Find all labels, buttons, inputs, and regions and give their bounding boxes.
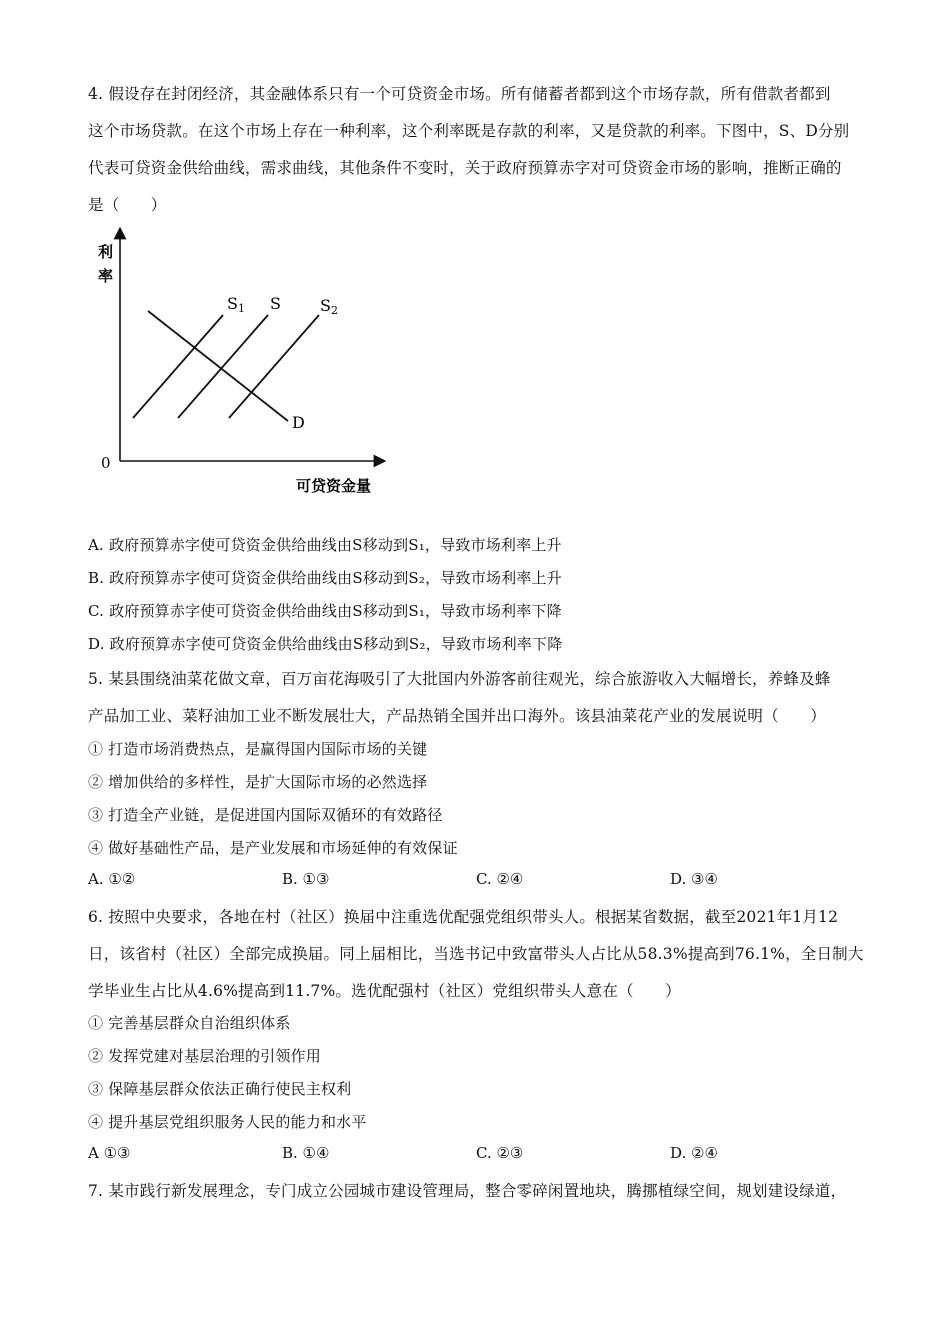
q4-line-3: 代表可贷资金供给曲线，需求曲线，其他条件不变时，关于政府预算赤字对可贷资金市场的影响，推断正确的 <box>88 159 842 177</box>
supply-curve-s2 <box>229 315 319 418</box>
q5-item-1: ① 打造市场消费热点，是赢得国内国际市场的关键 <box>88 740 428 758</box>
q4-option-b: B. 政府预算赤字使可贷资金供给曲线由S移动到S₂，导致市场利率上升 <box>88 569 562 587</box>
s-label: S <box>270 294 281 313</box>
q4-line-2: 这个市场贷款。在这个市场上存在一种利率，这个利率既是存款的利率，又是贷款的利率。下图中，S、D分别 <box>88 122 850 140</box>
q6-line-1: 6. 按照中央要求，各地在村（社区）换届中注重选优配强党组织带头人。根据某省数据，截至2021年1月12 <box>88 908 839 926</box>
supply-curve-s <box>178 315 268 418</box>
q5-choice-a: A. ①② <box>88 870 136 888</box>
q5-choice-d: D. ③④ <box>670 870 718 888</box>
s2-label: S2 <box>320 296 338 317</box>
origin-label: 0 <box>101 454 111 472</box>
q6-choice-b: B. ①④ <box>282 1144 330 1162</box>
q4-option-a: A. 政府预算赤字使可贷资金供给曲线由S移动到S₁，导致市场利率上升 <box>88 536 562 554</box>
q6-line-3: 学毕业生占比从4.6%提高到11.7%。选优配强村（社区）党组织带头人意在（ ） <box>88 982 681 1000</box>
q6-choice-a: A ①③ <box>88 1144 131 1162</box>
q6-item-2: ② 发挥党建对基层治理的引领作用 <box>88 1047 321 1065</box>
q6-item-4: ④ 提升基层党组织服务人民的能力和水平 <box>88 1113 367 1131</box>
x-axis-label: 可贷资金量 <box>296 477 372 495</box>
q5-line-2: 产品加工业、菜籽油加工业不断发展壮大，产品热销全国并出口海外。该县油菜花产业的发展说明（ ） <box>88 707 826 725</box>
q4-line-1: 4. 假设存在封闭经济，其金融体系只有一个可贷资金市场。所有储蓄者都到这个市场存款，所有借款者都到 <box>88 85 831 103</box>
q4-option-d: D. 政府预算赤字使可贷资金供给曲线由S移动到S₂，导致市场利率下降 <box>88 635 563 653</box>
q4-line-4: 是（ ） <box>88 196 167 214</box>
s1-label: S1 <box>227 294 245 315</box>
q5-item-2: ② 增加供给的多样性，是扩大国际市场的必然选择 <box>88 773 428 791</box>
q5-line-1: 5. 某县围绕油菜花做文章，百万亩花海吸引了大批国内外游客前往观光，综合旅游收入大幅增长，养蜂及蜂 <box>88 670 831 688</box>
q6-choice-c: C. ②③ <box>476 1144 524 1162</box>
supply-curve-s1 <box>133 315 223 418</box>
loanable-funds-graph <box>88 225 398 505</box>
q7-line-1: 7. 某市践行新发展理念，专门成立公园城市建设管理局，整合零碎闲置地块，腾挪植绿空间，规划建设绿道， <box>88 1182 847 1200</box>
q5-item-3: ③ 打造全产业链，是促进国内国际双循环的有效路径 <box>88 806 443 824</box>
q5-choice-b: B. ①③ <box>282 870 330 888</box>
demand-curve-d <box>148 311 288 421</box>
q6-item-3: ③ 保障基层群众依法正确行使民主权利 <box>88 1080 352 1098</box>
q6-choice-d: D. ②④ <box>670 1144 718 1162</box>
y-axis-label-1: 利 <box>98 243 114 261</box>
q4-option-c: C. 政府预算赤字使可贷资金供给曲线由S移动到S₁，导致市场利率下降 <box>88 602 562 620</box>
q5-choice-c: C. ②④ <box>476 870 524 888</box>
q6-item-1: ① 完善基层群众自治组织体系 <box>88 1014 291 1032</box>
d-label: D <box>292 413 305 432</box>
y-axis-label-2: 率 <box>98 267 114 285</box>
q6-line-2: 日，该省村（社区）全部完成换届。同上届相比，当选书记中致富带头人占比从58.3%提高到76.1%，全日制大 <box>88 945 864 963</box>
q5-item-4: ④ 做好基础性产品，是产业发展和市场延伸的有效保证 <box>88 839 458 857</box>
